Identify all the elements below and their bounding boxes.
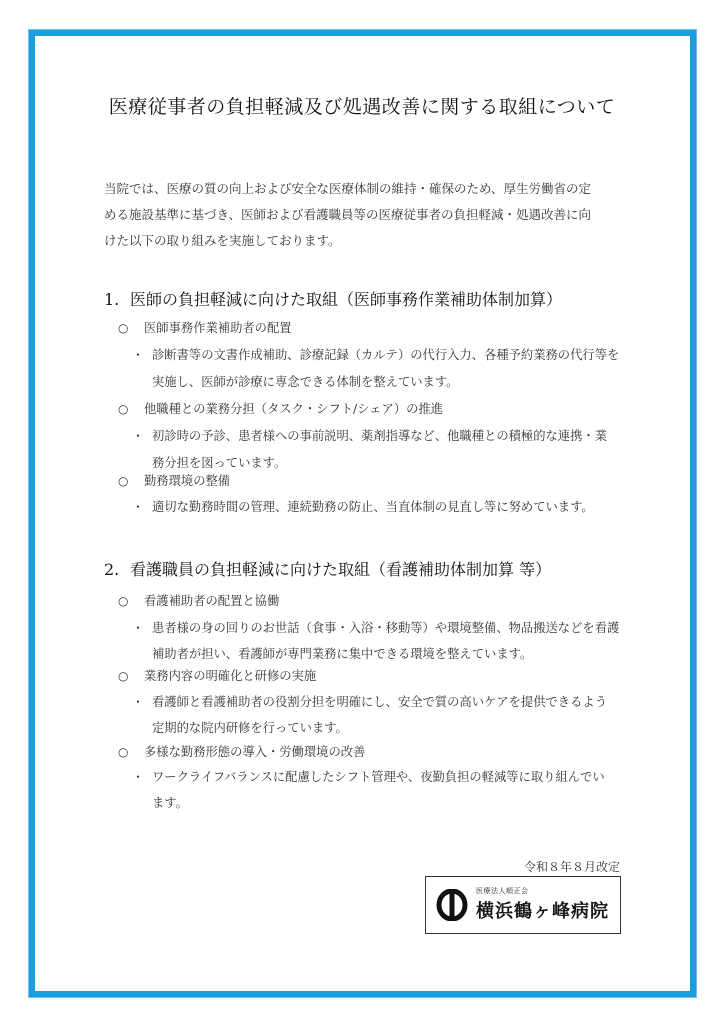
circle-marker: ○ (118, 594, 129, 608)
bullet-marker: ・ (132, 348, 145, 362)
bullet-marker: ・ (132, 429, 145, 443)
bullet-marker: ・ (132, 500, 145, 514)
item-label: 他職種との業務分担（タスク・シフト/シェア）の推進 (144, 402, 444, 416)
circle-marker: ○ (118, 402, 129, 416)
circle-marker: ○ (118, 745, 129, 759)
section-number: 2. (104, 560, 120, 579)
section-heading-text: 医師の負担軽減に向けた取組（医師事務作業補助体制加算） (130, 290, 563, 309)
intro-paragraph (104, 176, 628, 254)
item-detail: 務分担を図っています。 (152, 456, 287, 470)
circle-marker: ○ (118, 474, 129, 488)
item-detail: 実施し、医師が診療に専念できる体制を整えています。 (152, 375, 459, 389)
circle-marker: ○ (118, 321, 129, 335)
section-heading-text: 看護職員の負担軽減に向けた取組（看護補助体制加算 等） (130, 560, 552, 579)
item-detail: ワークライフバランスに配慮したシフト管理や、夜勤負担の軽減等に取り組んでい (152, 770, 605, 784)
item-label: 医師事務作業補助者の配置 (144, 321, 292, 335)
intro-line: けた以下の取り組みを実施しております。 (104, 233, 341, 248)
item-label: 看護補助者の配置と協働 (144, 594, 280, 608)
item-label: 多様な勤務形態の導入・労働環境の改善 (144, 745, 366, 759)
item-detail: 定期的な院内研修を行っています。 (152, 721, 348, 735)
hospital-emblem-icon (436, 889, 468, 921)
section-1-heading (104, 287, 562, 310)
section-2-heading (104, 557, 551, 580)
item-detail: 患者様の身の回りのお世話（食事・入浴・移動等）や環境整備、物品搬送などを看護 (152, 621, 620, 635)
revision-date: 令和８年８月改定 (523, 860, 620, 874)
item-detail: 初診時の予診、患者様への事前説明、薬剤指導など、他職種との積極的な連携・業 (152, 429, 607, 443)
circle-marker: ○ (118, 669, 129, 683)
item-detail: 診断書等の文書作成補助、診療記録（カルテ）の代行入力、各種予約業務の代行等を (152, 348, 620, 362)
item-detail: 看護師と看護補助者の役割分担を明確にし、安全で質の高いケアを提供できるよう (152, 695, 607, 709)
intro-line: める施設基準に基づき、医師および看護職員等の医療従事者の負担軽減・処遇改善に向 (104, 207, 592, 222)
hospital-name: 横浜鶴ヶ峰病院 (476, 901, 609, 922)
item-detail: ます。 (152, 796, 188, 810)
bullet-marker: ・ (132, 695, 145, 709)
item-label: 業務内容の明確化と研修の実施 (144, 669, 317, 683)
item-label: 勤務環境の整備 (144, 474, 231, 488)
item-detail: 適切な勤務時間の管理、連続勤務の防止、当直体制の見直し等に努めています。 (152, 500, 594, 514)
intro-line: 当院では、医療の質の向上および安全な医療体制の維持・確保のため、厚生労働省の定 (104, 181, 592, 196)
hospital-logo (425, 876, 621, 934)
bullet-marker: ・ (132, 770, 145, 784)
bullet-marker: ・ (132, 621, 145, 635)
section-number: 1. (104, 290, 120, 309)
corporation-name: 医療法人順正会 (476, 887, 529, 895)
page-title: 医療従事者の負担軽減及び処遇改善に関する取組について (108, 96, 616, 118)
item-detail: 補助者が担い、看護師が専門業務に集中できる環境を整えています。 (152, 647, 533, 661)
